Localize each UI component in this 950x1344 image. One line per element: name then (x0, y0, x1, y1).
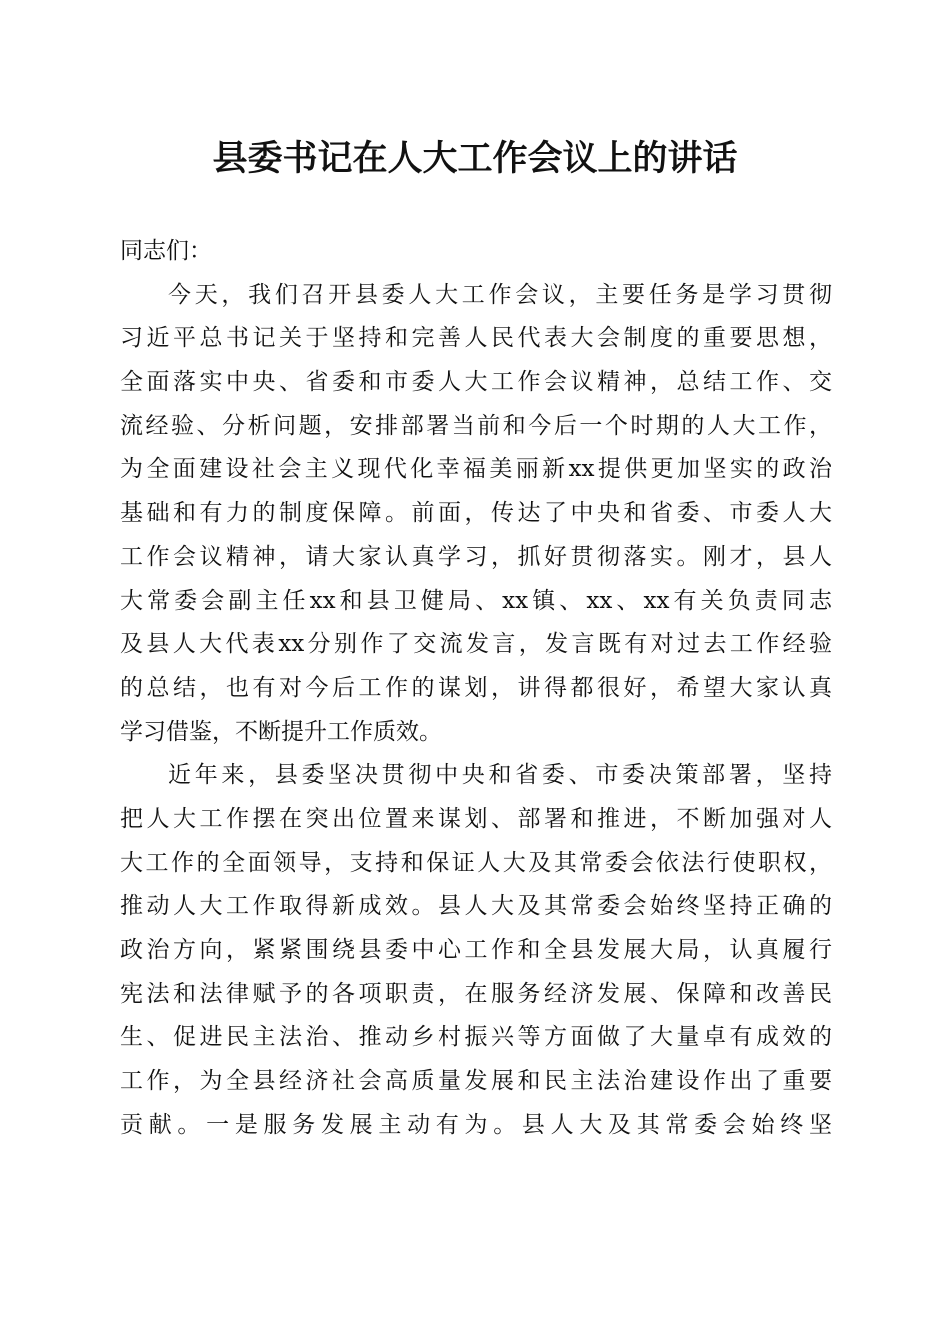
salutation: 同志们： (120, 238, 212, 264)
paragraph-1-line-9: 及县人大代表xx分别作了交流发言，发言既有对过去工作经验 (120, 631, 832, 658)
paragraph-2-line-9: 贡献。一是服务发展主动有为。县人大及其常委会始终坚 (120, 1111, 832, 1138)
paragraph-1-line-7: 工作会议精神，请大家认真学习，抓好贯彻落实。刚才，县人 (120, 543, 832, 570)
paragraph-1-line-10: 的总结，也有对今后工作的谋划，讲得都很好，希望大家认真 (120, 674, 832, 701)
paragraph-1-line-8: 大常委会副主任xx和县卫健局、xx镇、xx、xx有关负责同志 (120, 587, 832, 614)
paragraph-2-line-3: 大工作的全面领导，支持和保证人大及其常委会依法行使职权， (120, 849, 832, 876)
paragraph-2-line-7: 生、促进民主法治、推动乡村振兴等方面做了大量卓有成效的 (120, 1024, 832, 1051)
paragraph-1-line-5: 为全面建设社会主义现代化幸福美丽新xx提供更加坚实的政治 (120, 456, 832, 483)
paragraph-1-line-11: 学习借鉴，不断提升工作质效。 (120, 718, 442, 745)
document-body (120, 230, 832, 1147)
paragraph-2-line-5: 政治方向，紧紧围绕县委中心工作和全县发展大局，认真履行 (120, 937, 832, 963)
paragraph-1-line-1: 今天，我们召开县委人大工作会议，主要任务是学习贯彻 (168, 281, 832, 308)
paragraph-1-line-6: 基础和有力的制度保障。前面，传达了中央和省委、市委人大 (120, 500, 832, 527)
paragraph-2-line-6: 宪法和法律赋予的各项职责，在服务经济发展、保障和改善民 (120, 980, 832, 1007)
document-title: 县委书记在人大工作会议上的讲话 (212, 138, 738, 179)
paragraph-1-line-4: 流经验、分析问题，安排部署当前和今后一个时期的人大工作， (120, 412, 832, 439)
paragraph-2-line-2: 把人大工作摆在突出位置来谋划、部署和推进，不断加强对人 (120, 805, 832, 832)
paragraph-2-line-4: 推动人大工作取得新成效。县人大及其常委会始终坚持正确的 (120, 893, 832, 920)
paragraph-1-line-2: 习近平总书记关于坚持和完善人民代表大会制度的重要思想， (120, 325, 832, 352)
paragraph-2-line-8: 工作，为全县经济社会高质量发展和民主法治建设作出了重要 (120, 1068, 832, 1095)
paragraph-2-line-1: 近年来，县委坚决贯彻中央和省委、市委决策部署，坚持 (168, 762, 832, 789)
paragraph-1-line-3: 全面落实中央、省委和市委人大工作会议精神，总结工作、交 (120, 369, 832, 396)
